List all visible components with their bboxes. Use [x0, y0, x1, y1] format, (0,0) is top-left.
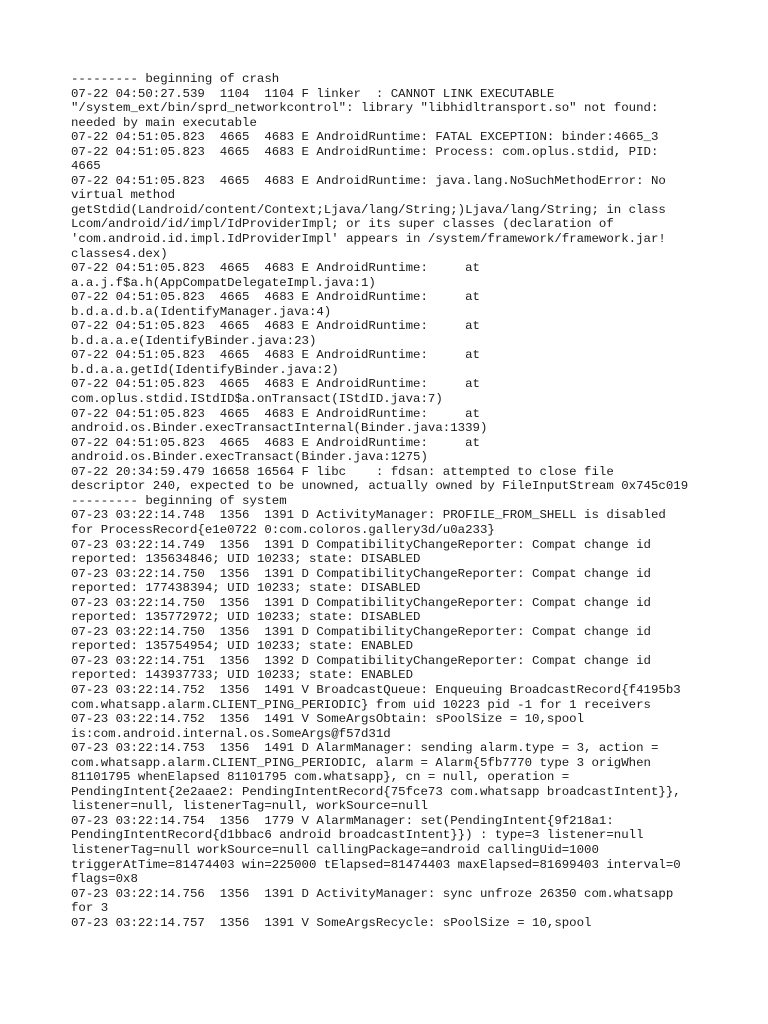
- log-line: triggerAtTime=81474403 win=225000 tElapsed=81474403 maxElapsed=81699403 interval=0: [71, 857, 681, 872]
- log-document: [71, 72, 731, 930]
- log-line: 07-23 03:22:14.750 1356 1391 D CompatibilityChangeReporter: Compat change id: [71, 595, 651, 610]
- log-line: 4665: [71, 159, 101, 174]
- log-line: 07-22 04:51:05.823 4665 4683 E AndroidRuntime: at: [71, 348, 480, 363]
- log-line: 07-22 04:51:05.823 4665 4683 E AndroidRuntime: at: [71, 377, 480, 392]
- log-line: listener=null, listenerTag=null, workSource=null: [71, 799, 428, 814]
- log-line: 07-22 04:51:05.823 4665 4683 E AndroidRuntime: java.lang.NoSuchMethodError: No: [71, 173, 666, 188]
- log-line: for 3: [71, 901, 109, 916]
- log-line: 07-23 03:22:14.750 1356 1391 D CompatibilityChangeReporter: Compat change id: [71, 624, 651, 639]
- log-line: 07-22 04:51:05.823 4665 4683 E AndroidRuntime: at: [71, 290, 480, 305]
- log-line: android.os.Binder.execTransact(Binder.java:1275): [71, 450, 428, 465]
- log-line: reported: 135772972; UID 10233; state: DISABLED: [71, 610, 421, 625]
- log-line: 07-22 04:51:05.823 4665 4683 E AndroidRuntime: at: [71, 261, 480, 276]
- log-line: for ProcessRecord{e1e0722 0:com.coloros.gallery3d/u0a233}: [71, 522, 495, 537]
- log-line: 07-23 03:22:14.753 1356 1491 D AlarmManager: sending alarm.type = 3, action =: [71, 741, 659, 756]
- log-line: com.whatsapp.alarm.CLIENT_PING_PERIODIC, alarm = Alarm{5fb7770 type 3 origWhen: [71, 755, 651, 770]
- log-line: 07-22 04:50:27.539 1104 1104 F linker : CANNOT LINK EXECUTABLE: [71, 86, 555, 101]
- log-line: descriptor 240, expected to be unowned, actually owned by FileInputStream 0x745c019: [71, 479, 689, 494]
- log-line: flags=0x8: [71, 872, 138, 887]
- log-line: 07-22 04:51:05.823 4665 4683 E AndroidRuntime: Process: com.oplus.stdid, PID:: [71, 144, 659, 159]
- log-line: Lcom/android/id/impl/IdProviderImpl; or its super classes (declaration of: [71, 217, 614, 232]
- log-line: b.d.a.d.b.a(IdentifyManager.java:4): [71, 304, 332, 319]
- log-line: 'com.android.id.impl.IdProviderImpl' appears in /system/framework/framework.jar!: [71, 232, 666, 247]
- log-line: a.a.j.f$a.h(AppCompatDelegateImpl.java:1): [71, 275, 376, 290]
- log-line: virtual method: [71, 188, 176, 203]
- log-line: PendingIntentRecord{d1bbac6 android broadcastIntent}}) : type=3 listener=null: [71, 828, 644, 843]
- log-line: b.d.a.a.e(IdentifyBinder.java:23): [71, 333, 317, 348]
- log-line: needed by main executable: [71, 115, 257, 130]
- log-line: getStdid(Landroid/content/Context;Ljava/lang/String;)Ljava/lang/String; in class: [71, 202, 666, 217]
- log-line: PendingIntent{2e2aae2: PendingIntentRecord{75fce73 com.whatsapp broadcastIntent}},: [71, 784, 681, 799]
- log-line: com.whatsapp.alarm.CLIENT_PING_PERIODIC} from uid 10223 pid -1 for 1 receivers: [71, 697, 651, 712]
- log-line: 07-22 04:51:05.823 4665 4683 E AndroidRuntime: FATAL EXCEPTION: binder:4665_3: [71, 130, 659, 145]
- log-line: 07-23 03:22:14.752 1356 1491 V BroadcastQueue: Enqueuing BroadcastRecord{f4195b3: [71, 682, 681, 697]
- log-line: android.os.Binder.execTransactInternal(Binder.java:1339): [71, 421, 488, 436]
- log-line: "/system_ext/bin/sprd_networkcontrol": library "libhidltransport.so" not found:: [71, 101, 659, 116]
- log-line: 07-22 04:51:05.823 4665 4683 E AndroidRuntime: at: [71, 435, 480, 450]
- log-line: 07-23 03:22:14.749 1356 1391 D CompatibilityChangeReporter: Compat change id: [71, 537, 651, 552]
- log-line: 07-22 04:51:05.823 4665 4683 E AndroidRuntime: at: [71, 319, 480, 334]
- log-line: 07-23 03:22:14.757 1356 1391 V SomeArgsRecycle: sPoolSize = 10,spool: [71, 915, 592, 930]
- log-line: b.d.a.a.getId(IdentifyBinder.java:2): [71, 362, 339, 377]
- log-line: 07-23 03:22:14.754 1356 1779 V AlarmManager: set(PendingIntent{9f218a1:: [71, 813, 614, 828]
- log-line: 07-22 20:34:59.479 16658 16564 F libc : fdsan: attempted to close file: [71, 464, 614, 479]
- log-line: is:com.android.internal.os.SomeArgs@f57d31d: [71, 726, 391, 741]
- log-line: 07-23 03:22:14.750 1356 1391 D CompatibilityChangeReporter: Compat change id: [71, 566, 651, 581]
- log-line: --------- beginning of crash: [71, 72, 280, 86]
- log-line: 07-23 03:22:14.752 1356 1491 V SomeArgsObtain: sPoolSize = 10,spool: [71, 712, 585, 727]
- log-line: 07-23 03:22:14.756 1356 1391 D ActivityManager: sync unfroze 26350 com.whatsapp: [71, 886, 674, 901]
- log-line: 07-23 03:22:14.748 1356 1391 D ActivityManager: PROFILE_FROM_SHELL is disabled: [71, 508, 666, 523]
- log-line: classes4.dex): [71, 246, 168, 261]
- log-line: reported: 135634846; UID 10233; state: DISABLED: [71, 552, 421, 567]
- log-line: reported: 177438394; UID 10233; state: DISABLED: [71, 581, 421, 596]
- log-line: 81101795 whenElapsed 81101795 com.whatsapp}, cn = null, operation =: [71, 770, 570, 785]
- log-line: listenerTag=null workSource=null callingPackage=android callingUid=1000: [71, 842, 599, 857]
- log-line: com.oplus.stdid.IStdID$a.onTransact(IStdID.java:7): [71, 392, 443, 407]
- log-line: reported: 143937733; UID 10233; state: ENABLED: [71, 668, 414, 683]
- log-line: 07-23 03:22:14.751 1356 1392 D CompatibilityChangeReporter: Compat change id: [71, 653, 651, 668]
- log-line: 07-22 04:51:05.823 4665 4683 E AndroidRuntime: at: [71, 406, 480, 421]
- log-line: --------- beginning of system: [71, 493, 287, 508]
- log-line: reported: 135754954; UID 10233; state: ENABLED: [71, 639, 414, 654]
